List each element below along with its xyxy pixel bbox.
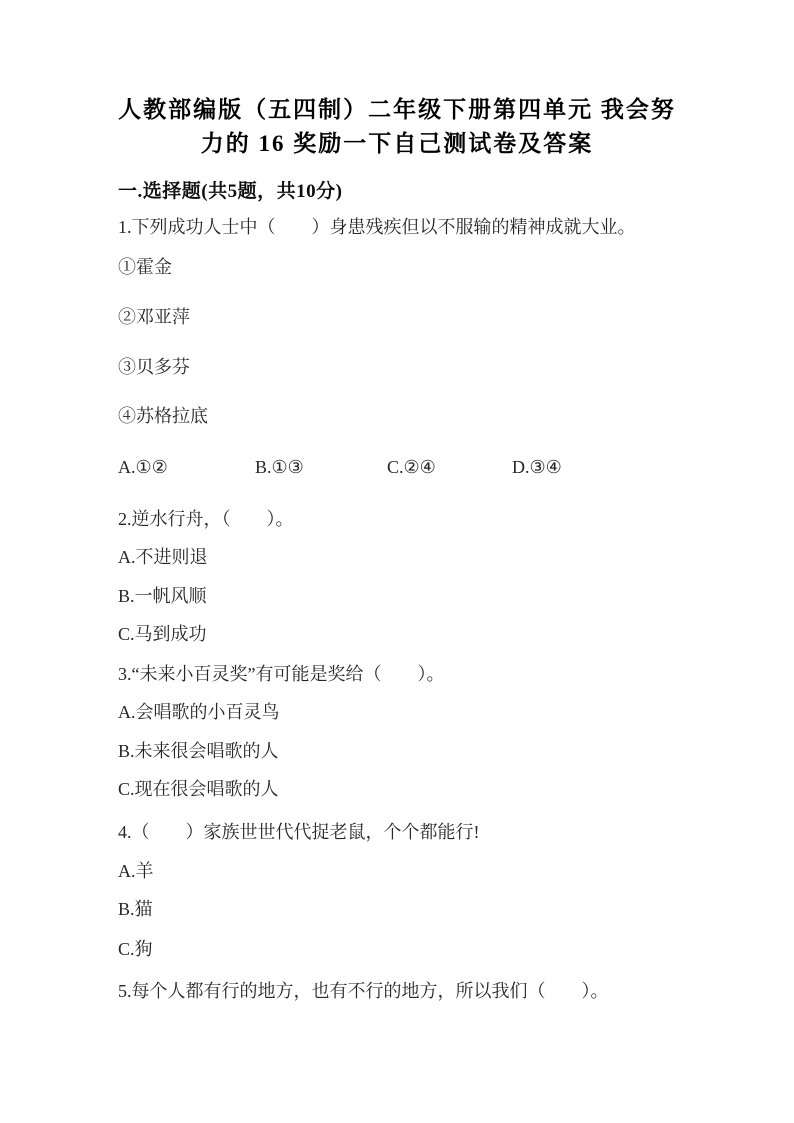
question-4-choice-c: C.狗 — [118, 939, 153, 959]
question-1-choice-c: C.②④ — [387, 457, 436, 477]
question-4-choice-b: B.猫 — [118, 899, 153, 919]
question-1-choice-d: D.③④ — [512, 457, 562, 477]
question-4-choice-a: A.羊 — [118, 861, 154, 881]
question-1-choice-a: A.①② — [118, 457, 168, 477]
question-2-stem: 2.逆水行舟，（ ）。 — [118, 509, 294, 529]
question-2-choice-b: B.一帆风顺 — [118, 586, 207, 606]
question-5-stem: 5.每个人都有行的地方，也有不行的地方，所以我们（ ）。 — [118, 981, 609, 1001]
question-1-item-3: ③贝多芬 — [118, 357, 190, 377]
question-2-choice-a: A.不进则退 — [118, 547, 208, 567]
question-4-stem: 4.（ ）家族世世代代捉老鼠，个个都能行! — [118, 822, 480, 842]
question-3-choice-a: A.会唱歌的小百灵鸟 — [118, 702, 280, 722]
question-2-choice-c: C.马到成功 — [118, 624, 207, 644]
question-3-stem: 3.“未来小百灵奖”有可能是奖给（ ）。 — [118, 664, 445, 684]
question-1-item-2: ②邓亚萍 — [118, 307, 190, 327]
section-heading: 一.选择题(共5题，共10分) — [118, 181, 343, 202]
document-title-line-2: 力的 16 奖励一下自己测试卷及答案 — [200, 131, 594, 156]
question-1-item-1: ①霍金 — [118, 257, 172, 277]
question-3-choice-b: B.未来很会唱歌的人 — [118, 741, 279, 761]
question-3-choice-c: C.现在很会唱歌的人 — [118, 779, 279, 799]
question-1-stem: 1.下列成功人士中（ ）身患残疾但以不服输的精神成就大业。 — [118, 217, 636, 237]
question-1-item-4: ④苏格拉底 — [118, 406, 208, 426]
question-1-choice-b: B.①③ — [255, 457, 304, 477]
question-1-choices-row — [118, 458, 678, 480]
document-title-line-1: 人教部编版（五四制）二年级下册第四单元 我会努 — [118, 97, 676, 122]
